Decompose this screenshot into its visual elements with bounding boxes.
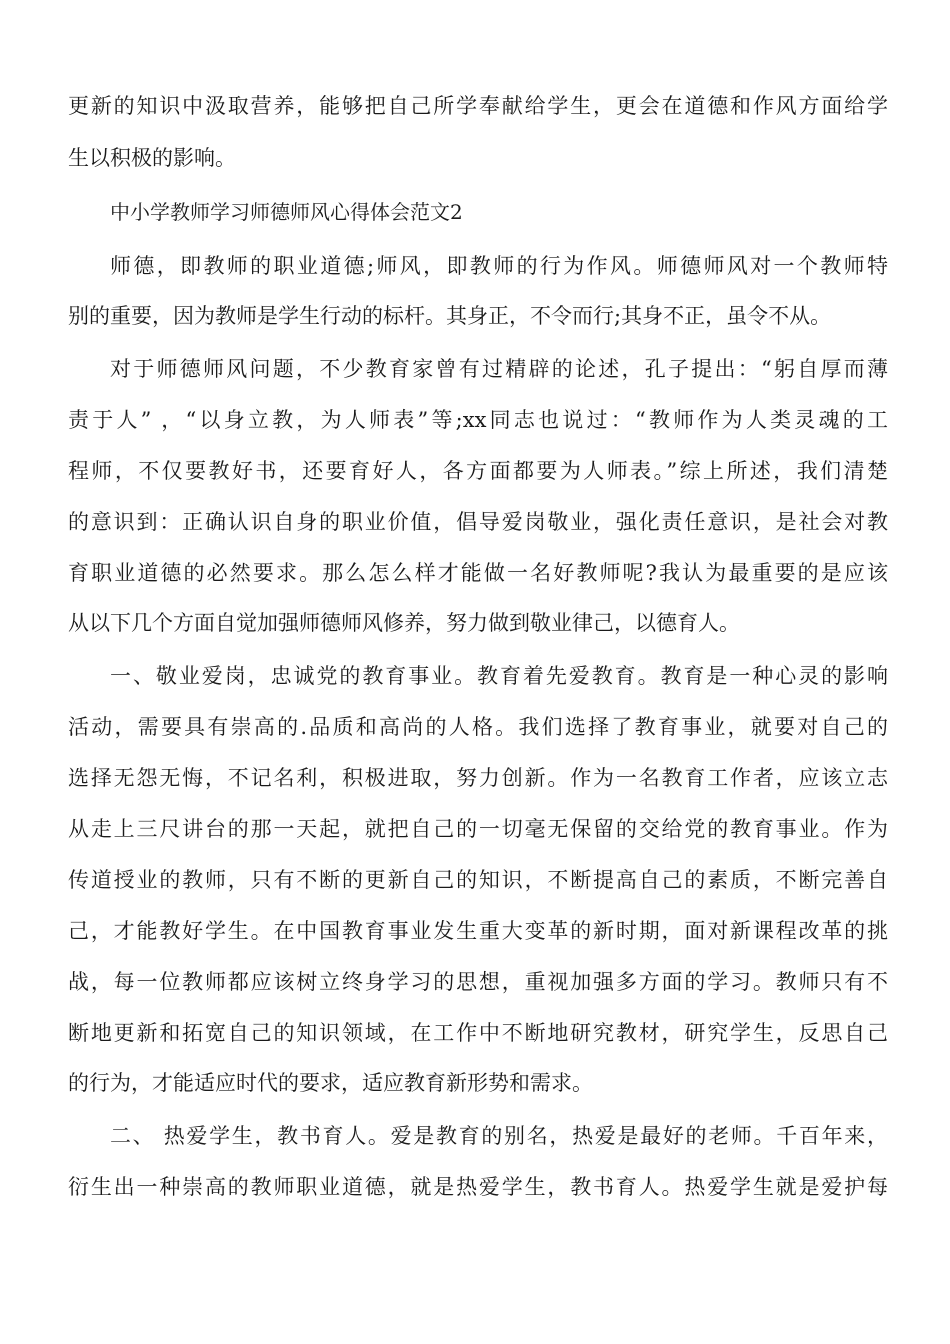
text-line: 更新的知识中汲取营养，能够把自己所学奉献给学生，更会在道德和作风方面给学 xyxy=(68,94,888,118)
text-line: 一、敬业爱岗，忠诚党的教育事业。教育着先爱教育。教育是一种心灵的影响 xyxy=(110,664,888,688)
text-line: 己，才能教好学生。在中国教育事业发生重大变革的新时期，面对新课程改革的挑 xyxy=(68,919,888,943)
text-line: 的意识到：正确认识自身的职业价值，倡导爱岗敬业，强化责任意识，是社会对教 xyxy=(68,510,888,534)
text-line: 的行为，才能适应时代的要求，适应教育新形势和需求。 xyxy=(68,1071,593,1095)
text-line: 选择无怨无悔，不记名利，积极进取，努力创新。作为一名教育工作者，应该立志 xyxy=(68,766,888,790)
section-title: 中小学教师学习师德师风心得体会范文2 xyxy=(110,200,463,224)
text-line: 从走上三尺讲台的那一天起，就把自己的一切毫无保留的交给党的教育事业。作为 xyxy=(68,817,888,841)
text-line: 传道授业的教师，只有不断的更新自己的知识，不断提高自己的素质，不断完善自 xyxy=(68,868,888,892)
text-line: 程师，不仅要教好书，还要育好人，各方面都要为人师表。”综上所述，我们清楚 xyxy=(68,459,888,483)
text-line: 二、 热爱学生，教书育人。爱是教育的别名，热爱是最好的老师。千百年来， xyxy=(110,1124,888,1148)
text-line: 战，每一位教师都应该树立终身学习的思想，重视加强多方面的学习。教师只有不 xyxy=(68,970,888,994)
text-line: 师德，即教师的职业道德;师风，即教师的行为作风。师德师风对一个教师特 xyxy=(110,254,888,278)
text-line: 责于人” ，“以身立教，为人师表”等;xx同志也说过：“教师作为人类灵魂的工 xyxy=(68,408,888,432)
text-line: 从以下几个方面自觉加强师德师风修养，努力做到敬业律己，以德育人。 xyxy=(68,611,740,635)
text-line: 衍生出一种崇高的教师职业道德，就是热爱学生，教书育人。热爱学生就是爱护每 xyxy=(68,1175,888,1199)
text-line: 别的重要，因为教师是学生行动的标杆。其身正，不令而行;其身不正，虽令不从。 xyxy=(68,304,832,328)
text-line: 对于师德师风问题，不少教育家曾有过精辟的论述，孔子提出：“躬自厚而薄 xyxy=(110,357,888,381)
text-line: 育职业道德的必然要求。那么怎么样才能做一名好教师呢?我认为最重要的是应该 xyxy=(68,561,888,585)
text-line: 活动，需要具有崇高的.品质和高尚的人格。我们选择了教育事业，就要对自己的 xyxy=(68,715,888,739)
text-line: 生以积极的影响。 xyxy=(68,146,236,170)
text-line: 断地更新和拓宽自己的知识领域，在工作中不断地研究教材，研究学生，反思自己 xyxy=(68,1021,888,1045)
